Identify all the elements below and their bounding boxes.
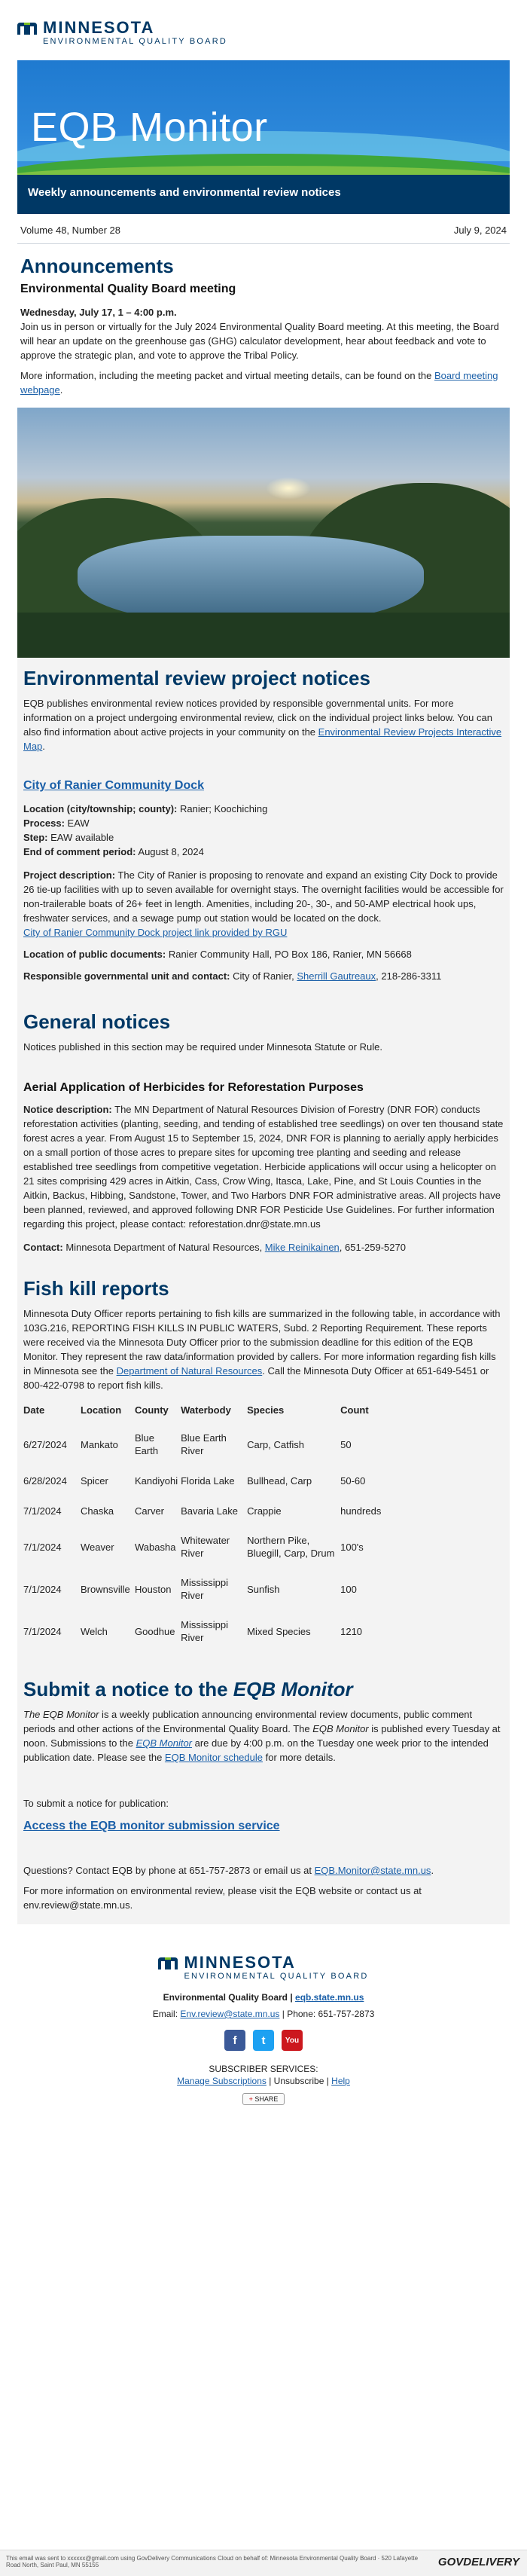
submit-instruction: To submit a notice for publication: xyxy=(23,1798,169,1809)
board-meeting-link[interactable]: Board meeting webpage xyxy=(20,370,498,396)
youtube-icon[interactable]: You xyxy=(282,2030,303,2051)
table-header-row xyxy=(23,1401,504,1423)
submission-service-link[interactable]: Access the EQB monitor submission service xyxy=(23,1820,280,1832)
table-row: 6/27/2024 Mankato Blue Earth Blue Earth River Carp, Catfish 50 xyxy=(23,1432,352,1456)
general-heading: General notices xyxy=(23,1010,171,1033)
review-intro: EQB publishes environmental review notices provided by responsible governmental units. For more information on a project undergoing environmental review, click on the individual project links below. You can also find information about active projects in your community on the Environmental Review Projects Interactive Map. xyxy=(23,698,502,752)
notice-contact: Contact: Minnesota Department of Natural Resources, Mike Reinikainen, 651-259-5270 xyxy=(23,1242,406,1253)
table-row: 7/1/2024 Brownsville Houston Mississippi River Sunfish 100 xyxy=(23,1577,357,1601)
header-logo[interactable] xyxy=(17,0,510,60)
social-links xyxy=(17,2030,510,2051)
project-location: Location (city/township; county): Ranier; Koochiching xyxy=(23,803,268,814)
notice-description: Notice description: The MN Department of Natural Resources Division of Forestry (DNR FOR) conducts reforestation activities (planting, seeding, and tending of established tree seedlings) on over ten thousand state forest acres a year. From August 15 to September 15, 2024, DNR FOR is planning to aerially apply herbicides on a small portion of those acres to prepare sites for upcoming tree planting and seeding and release established tree seedlings from competitive vegetation. Herbicide applications will occur using a helicopter on 21 sites comprising 429 acres in Aitkin, Cass, Crow Wing, Itasca, Lake, Pine, and St Louis Counties in the Aitkin, Backus, Hibbing, Sandstone, Tower, and Two Harbors DNR FOR administrative areas. All projects have been planned, reviewed, and approved following DNR FOR Pesticide Use Guidelines. For further information regarding this project, please contact: reforestation.dnr@state.mn.us xyxy=(23,1104,504,1230)
share-button[interactable]: + SHARE xyxy=(242,2093,285,2105)
monitor-email-link[interactable]: EQB.Monitor@state.mn.us xyxy=(314,1865,431,1876)
submit-heading: Submit a notice to the EQB Monitor xyxy=(23,1678,353,1701)
col-count: Count xyxy=(340,1404,369,1416)
facebook-icon[interactable]: f xyxy=(224,2030,245,2051)
dnr-link[interactable]: Department of Natural Resources xyxy=(116,1365,263,1377)
review-heading: Environmental review project notices xyxy=(23,667,370,689)
footer-board: Environmental Quality Board | eqb.state.mn.us xyxy=(163,1992,364,2003)
project-end-date: End of comment period: August 8, 2024 xyxy=(23,846,204,857)
banner xyxy=(17,60,510,175)
manage-subscriptions-link[interactable]: Manage Subscriptions xyxy=(177,2076,267,2086)
announcements-heading: Announcements xyxy=(20,255,174,277)
col-location: Location xyxy=(81,1404,122,1416)
delivery-notice: This email was sent to xxxxxx@gmail.com using GovDelivery Communications Cloud on behalf of: Minnesota Environmental Quality Board · 520 Lafayette Road North, Saint Paul, MN 55155 xyxy=(6,2555,419,2568)
more-info: For more information on environmental review, please visit the EQB website or contact us at env.review@state.mn.us. xyxy=(23,1885,422,1911)
table-row: 7/1/2024 Welch Goodhue Mississippi River Mixed Species 1210 xyxy=(23,1619,363,1643)
project-process: Process: EAW xyxy=(23,817,90,829)
public-documents: Location of public documents: Ranier Community Hall, PO Box 186, Ranier, MN 56668 xyxy=(23,949,412,960)
notice-contact-link[interactable]: Mike Reinikainen xyxy=(264,1242,340,1253)
rgu-contact-link[interactable]: Sherrill Gautreaux xyxy=(297,970,376,982)
col-date: Date xyxy=(23,1404,45,1416)
announcements-section xyxy=(17,255,510,397)
meeting-when: Wednesday, July 17, 1 – 4:00 p.m. xyxy=(20,307,177,318)
fish-kill-table xyxy=(23,1401,504,1652)
eqb-website-link[interactable]: eqb.state.mn.us xyxy=(295,1992,364,2003)
footer-logo[interactable]: MINNESOTA ENVIRONMENTAL QUALITY BOARD xyxy=(158,1954,368,1982)
subscriber-services: SUBSCRIBER SERVICES: Manage Subscriptions | Unsubscribe | Help xyxy=(177,2064,350,2086)
banner-subtitle: Weekly announcements and environmental review notices xyxy=(17,175,510,214)
banner-title: EQB Monitor xyxy=(31,105,268,150)
logo-name: MINNESOTA xyxy=(43,18,155,37)
meeting-more-info: More information, including the meeting packet and virtual meeting details, can be found on the Board meeting webpage. xyxy=(20,370,498,396)
footer-contact: Email: Env.review@state.mn.us | Phone: 651-757-2873 xyxy=(152,2009,375,2019)
twitter-icon[interactable]: t xyxy=(253,2030,274,2051)
rgu-contact: Responsible governmental unit and contact: City of Ranier, Sherrill Gautreaux, 218-286-3311 xyxy=(23,970,442,982)
table-row: 7/1/2024 Weaver Wabasha Whitewater River Northern Pike, Bluegill, Carp, Drum 100's xyxy=(23,1535,364,1559)
issue-date: July 9, 2024 xyxy=(453,225,507,236)
env-review-email-link[interactable]: Env.review@state.mn.us xyxy=(180,2009,280,2019)
govdelivery-bar xyxy=(0,2550,527,2576)
submit-description: The EQB Monitor is a weekly publication announcing environmental review documents, public comment periods and other actions of the Environmental Quality Board. The EQB Monitor is published every Tuesday at noon. Submissions to the EQB Monitor are due by 4:00 p.m. on the Tuesday one week prior to the intended publication date. Please see the EQB Monitor schedule for more details. xyxy=(23,1709,501,1763)
eqb-monitor-link[interactable]: EQB Monitor xyxy=(136,1737,193,1749)
project-step: Step: EAW available xyxy=(23,832,114,843)
help-link[interactable]: Help xyxy=(331,2076,350,2086)
logo-subname: ENVIRONMENTAL QUALITY BOARD xyxy=(43,37,228,46)
col-species: Species xyxy=(247,1404,285,1416)
minnesota-logo-icon xyxy=(17,20,37,36)
river-valley-photo xyxy=(17,408,510,658)
project-description: Project description: The City of Ranier is proposing to renovate and expand an existing City Dock to provide 26 tie-up facilities with up to seven available for overnight stays. The overnight facilities would be accessible for non-trailerable boats of 26+ feet in length. Amenities, including 20-, 30-, and 50-AMP electrical hook ups, freshwater services, and a sewage pump out station would be located on the dock. City of Ranier Community Dock project link provided by RGU xyxy=(23,869,504,938)
govdelivery-logo[interactable]: GOVDELIVERY xyxy=(437,2556,519,2568)
minnesota-logo-icon xyxy=(158,1954,178,1971)
col-waterbody: Waterbody xyxy=(181,1404,231,1416)
monitor-schedule-link[interactable]: EQB Monitor schedule xyxy=(164,1752,263,1763)
unsubscribe-link[interactable]: Unsubscribe xyxy=(273,2076,324,2086)
questions-contact: Questions? Contact EQB by phone at 651-757-2873 or email us at EQB.Monitor@state.mn.us. xyxy=(23,1865,434,1876)
content-panel xyxy=(17,658,510,1924)
email-container xyxy=(17,0,510,2105)
general-intro: Notices published in this section may be required under Minnesota Statute or Rule. xyxy=(23,1041,382,1053)
table-row: 7/1/2024 Chaska Carver Bavaria Lake Crappie hundreds xyxy=(23,1505,382,1517)
meeting-body: Join us in person or virtually for the July 2024 Environmental Quality Board meeting. At this meeting, the Board will hear an update on the greenhouse gas (GHG) calculator development, hear about feedback and vote to approve the strategic plan, and vote to approve the Tribal Policy. xyxy=(20,321,499,361)
fish-intro: Minnesota Duty Officer reports pertaining to fish kills are summarized in the following table, in accordance with 103G.216, REPORTING FISH KILLS IN PUBLIC WATERS, Subd. 2 Reporting Requirement. These reports were received via the Minnesota Duty Officer prior to the submission deadline for this edition of the EQB Monitor. They represent the raw data/information provided by callers. For more information regarding fish kills in Minnesota see the Department of Natural Resources. Call the Minnesota Duty Officer at 651-649-5451 or 800-422-0798 to report fish kills. xyxy=(23,1308,501,1391)
issue-info xyxy=(17,214,510,244)
table-row: 6/28/2024 Spicer Kandiyohi Florida Lake Bullhead, Carp 50-60 xyxy=(23,1474,366,1487)
project-title-link[interactable]: City of Ranier Community Dock xyxy=(23,779,205,792)
meeting-title: Environmental Quality Board meeting xyxy=(20,283,236,295)
issue-volume: Volume 48, Number 28 xyxy=(20,225,120,236)
footer xyxy=(17,1924,510,2105)
project-rgu-link[interactable]: City of Ranier Community Dock project link provided by RGU xyxy=(23,927,288,938)
fish-heading: Fish kill reports xyxy=(23,1277,169,1300)
col-county: County xyxy=(135,1404,169,1416)
interactive-map-link[interactable]: Environmental Review Projects Interactive Map xyxy=(23,726,502,752)
share-icon: + xyxy=(248,2095,253,2103)
notice-title: Aerial Application of Herbicides for Reforestation Purposes xyxy=(23,1081,364,1094)
